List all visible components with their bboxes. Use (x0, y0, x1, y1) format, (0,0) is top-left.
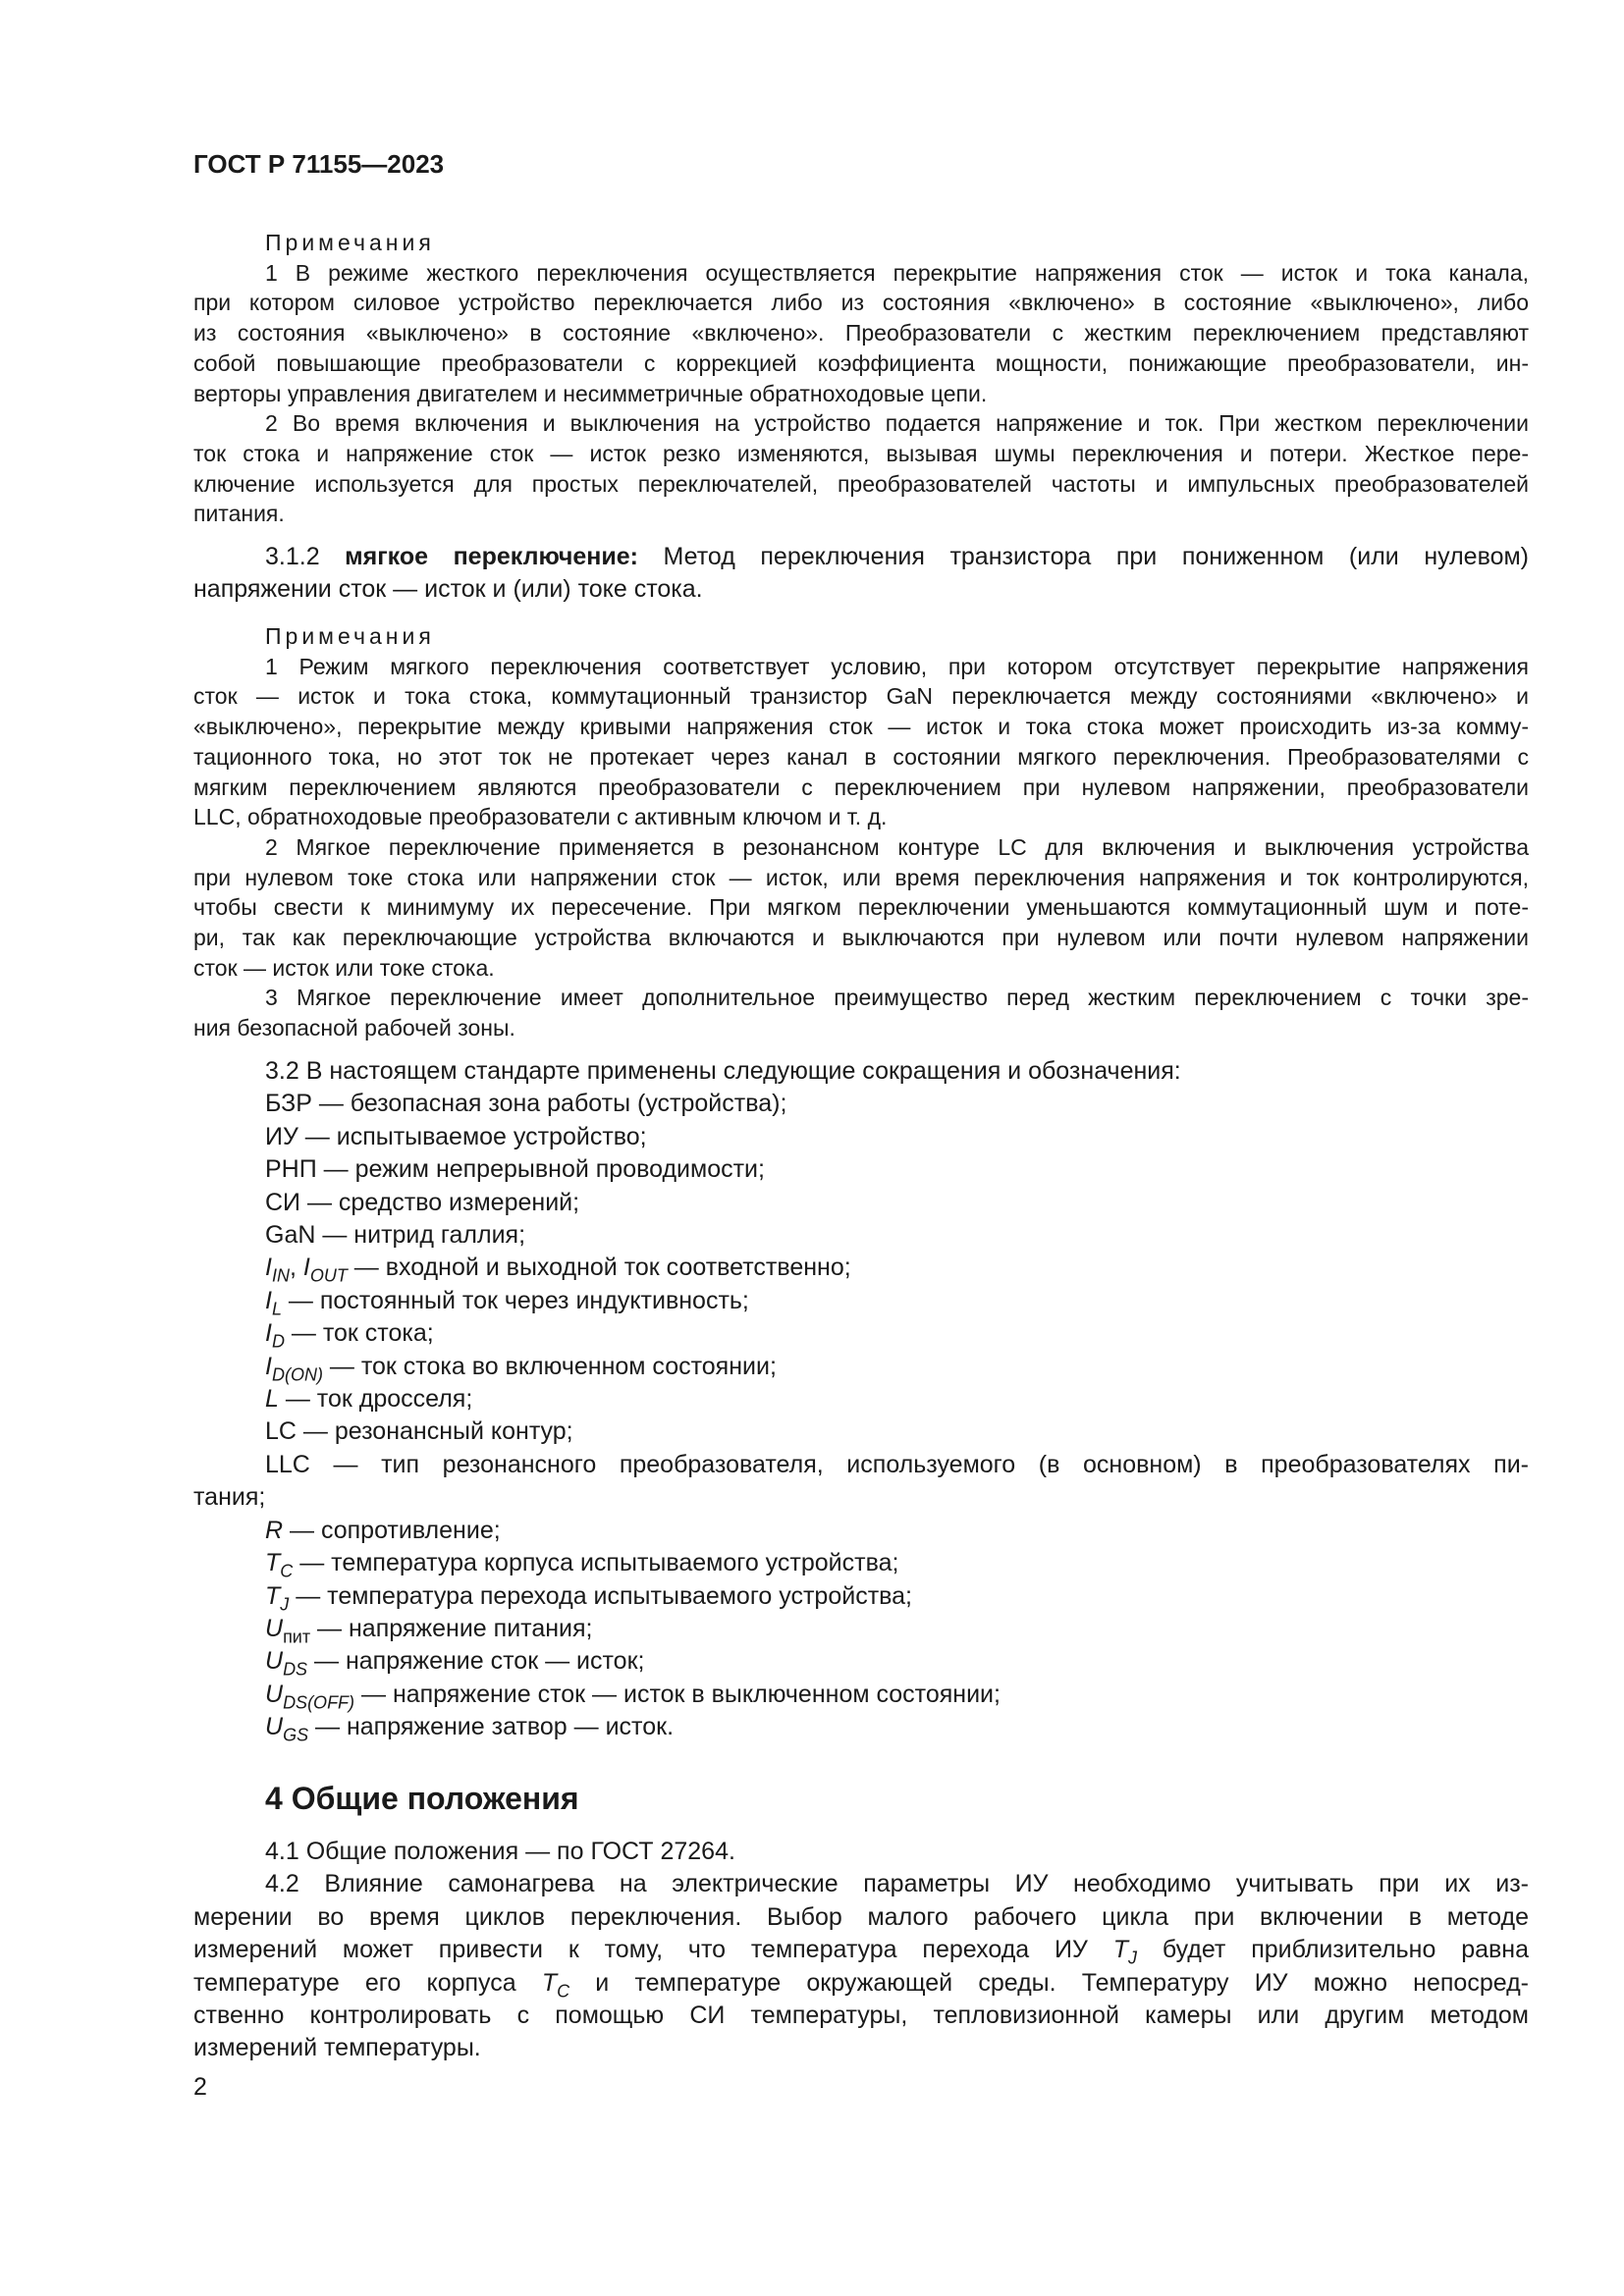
text-line (193, 742, 1529, 773)
text-run: «выключено», перекрытие между кривыми напряжения сток — исток и тока стока может происходить из-за комму- (193, 714, 1529, 740)
paragraph (193, 652, 1529, 832)
text-run: температуре его корпуса (193, 1968, 542, 1997)
symbol-subscript: DS (283, 1659, 308, 1680)
symbol-letter: T (1112, 1936, 1128, 1964)
document-header: ГОСТ Р 71155—2023 (193, 149, 445, 179)
symbol (265, 1385, 279, 1413)
text-run: — ток стока во включенном состоянии; (322, 1352, 777, 1380)
symbol-letter: L (265, 1385, 279, 1414)
text-run: — напряжение сток — исток; (307, 1647, 645, 1676)
symbol-letter: U (265, 1713, 284, 1741)
text-run: LLC — тип резонансного преобразователя, используемого (в основном) в преобразователях пи- (265, 1450, 1529, 1478)
text-line (193, 652, 1529, 682)
notes-soft-switching (193, 621, 1529, 1043)
paragraph (193, 1285, 1529, 1317)
symbol-letter: T (265, 1581, 281, 1610)
text-line (193, 923, 1529, 953)
symbol-subscript: L (271, 1299, 282, 1319)
text-line (193, 1934, 1529, 1966)
symbol-subscript: D (271, 1331, 285, 1352)
page-number: 2 (193, 2073, 207, 2101)
text-line (193, 2032, 1529, 2064)
symbol-subscript: C (280, 1561, 294, 1581)
paragraph (193, 1613, 1529, 1645)
symbol (541, 1968, 570, 2001)
text-run: напряжении сток — исток и (или) токе стока. (193, 575, 703, 604)
symbol-letter: I (265, 1352, 272, 1380)
text-run: и температуре окружающей среды. Температуру ИУ можно непосред- (569, 1968, 1529, 1997)
text-line (193, 469, 1529, 500)
text-line (193, 1967, 1529, 2000)
text-run: измерений температуры. (193, 2034, 481, 2062)
symbol-letter: I (265, 1254, 272, 1282)
text-line (193, 1317, 1529, 1350)
text-line (193, 773, 1529, 803)
notes-hard-switching (193, 228, 1529, 529)
text-run: чтобы свести к минимуму их пересечение. При мягком переключении уменьшаются коммутационный шум и поте- (193, 894, 1529, 921)
text-run: ри, так как переключающие устройства включаются и выключаются при нулевом или почти нулевом напряжении (193, 925, 1529, 951)
symbol (1112, 1936, 1137, 1968)
section-4-body (193, 1836, 1529, 2065)
text-line (193, 892, 1529, 923)
text-line (193, 573, 1529, 606)
text-line (193, 1711, 1529, 1743)
text-run: сток — исток и тока стока, коммутационный транзистор GaN переключается между состояниями «включено» и (193, 683, 1529, 710)
symbol-letter: U (265, 1680, 284, 1708)
paragraph (193, 541, 1529, 607)
text-line (193, 1868, 1529, 1900)
text-run: РНП — режим непрерывной проводимости; (265, 1155, 765, 1184)
text-line (193, 1088, 1529, 1120)
text-run: — температура перехода испытываемого устройства; (289, 1581, 912, 1610)
paragraph (193, 1121, 1529, 1153)
paragraph (193, 258, 1529, 409)
text-run: — входной и выходной ток соответственно; (347, 1254, 851, 1282)
symbol (265, 1352, 323, 1384)
text-line (193, 863, 1529, 893)
symbol-subscript: IN (271, 1265, 290, 1286)
symbol (265, 1581, 290, 1614)
symbol-subscript: D(ON) (271, 1363, 323, 1384)
text-run: ственно контролировать с помощью СИ температуры, тепловизионной камеры или другим методом (193, 2002, 1529, 2030)
text-line (193, 1449, 1529, 1481)
symbol (265, 1254, 290, 1286)
text-line (193, 288, 1529, 318)
text-line (193, 1645, 1529, 1678)
text-run: при котором силовое устройство переключается либо из состояния «включено» в состояние «выключено», либо (193, 290, 1529, 316)
paragraph (193, 1088, 1529, 1120)
text-line (193, 1580, 1529, 1613)
text-line (193, 1187, 1529, 1219)
symbol (302, 1254, 348, 1286)
text-line (193, 1613, 1529, 1645)
text-run: 1 Режим мягкого переключения соответствует условию, при котором отсутствует перекрытие напряжения (265, 653, 1529, 679)
text-line (193, 541, 1529, 573)
text-line (193, 379, 1529, 409)
paragraph (193, 1351, 1529, 1383)
text-run: БЗР — безопасная зона работы (устройства); (265, 1090, 787, 1118)
notes-label: Примечания (265, 623, 435, 649)
symbol (265, 1614, 311, 1647)
text-run: из состояния «выключено» в состояние «включено». Преобразователи с жестким переключением представляют (193, 320, 1529, 347)
text-line (193, 439, 1529, 469)
text-line (193, 1383, 1529, 1415)
symbol-subscript: пит (283, 1627, 311, 1647)
text-run: мерении во время циклов переключения. Выбор малого рабочего цикла при включении в методе (193, 1902, 1529, 1931)
text-run: 2 Мягкое переключение применяется в резонансном контуре LC для включения и выключения устройства (265, 833, 1529, 860)
text-run: LLC, обратноходовые преобразователи с активным ключом и т. д. (193, 804, 888, 830)
text-line (193, 1415, 1529, 1448)
text-run: ИУ — испытываемое устройство; (265, 1122, 647, 1150)
text-run: 4.2 Влияние самонагрева на электрические параметры ИУ необходимо учитывать при их из- (265, 1870, 1529, 1898)
paragraph (193, 832, 1529, 984)
text-run: измерений может привести к тому, что температура перехода ИУ (193, 1936, 1113, 1964)
text-line (193, 953, 1529, 984)
symbol-subscript: J (1128, 1948, 1137, 1968)
notes-body (193, 258, 1529, 529)
text-run: , (289, 1254, 303, 1282)
text-line (193, 408, 1529, 439)
text-run: мягким переключением являются преобразователи с переключением при нулевом напряжении, преобразователи (193, 774, 1529, 800)
paragraph (193, 408, 1529, 529)
text-run: тания; (193, 1483, 266, 1512)
symbol (265, 1680, 355, 1713)
text-line (193, 1679, 1529, 1711)
symbol-letter: R (265, 1516, 284, 1544)
text-line (193, 2000, 1529, 2032)
paragraph (193, 1645, 1529, 1678)
text-line (193, 1547, 1529, 1579)
paragraph (193, 1449, 1529, 1515)
text-run: 4.1 Общие положения — по ГОСТ 27264. (265, 1838, 735, 1865)
paragraph (193, 1547, 1529, 1579)
text-run: — напряжение затвор — исток. (308, 1713, 675, 1741)
text-line (193, 712, 1529, 742)
paragraph (193, 1868, 1529, 2064)
symbol-subscript: J (280, 1593, 290, 1614)
text-line (193, 1285, 1529, 1317)
text-run: ключение используется для простых переключателей, преобразователей частоты и импульсных преобразователей (193, 470, 1529, 497)
text-run: LC — резонансный контур; (265, 1417, 573, 1446)
text-run: Метод переключения транзистора при пониженном (или нулевом) (637, 543, 1529, 570)
symbol-letter: I (265, 1286, 272, 1314)
text-run: — постоянный ток через индуктивность; (281, 1286, 749, 1314)
text-run: — напряжение сток — исток в выключенном состоянии; (354, 1680, 1001, 1708)
text-run: при нулевом токе стока или напряжении сток — исток, или время переключения напряжения и ток контролируются, (193, 864, 1529, 890)
text-line (193, 1901, 1529, 1934)
text-line (193, 1121, 1529, 1153)
text-run: — напряжение питания; (310, 1614, 593, 1642)
symbol-letter: U (265, 1614, 284, 1642)
text-run: СИ — средство измерений; (265, 1188, 580, 1216)
text-line (193, 802, 1529, 832)
text-run: GaN — нитрид галлия; (265, 1221, 526, 1250)
symbol (265, 1286, 282, 1319)
text-run: 3.2 В настоящем стандарте применены следующие сокращения и обозначения: (265, 1057, 1181, 1085)
paragraph (193, 1679, 1529, 1711)
section-heading: 4 Общие положения (265, 1781, 579, 1816)
text-line (193, 832, 1529, 863)
text-run: — температура корпуса испытываемого устройства; (293, 1549, 899, 1577)
paragraph (193, 1383, 1529, 1415)
defined-term: мягкое переключение: (345, 543, 638, 570)
text-line (193, 1836, 1529, 1868)
paragraph (193, 983, 1529, 1042)
text-line (193, 1351, 1529, 1383)
text-line (193, 983, 1529, 1013)
text-line (193, 1013, 1529, 1043)
text-run: собой повышающие преобразователи с коррекцией коэффициента мощности, понижающие преобразователи, ин- (193, 349, 1529, 376)
text-line (193, 1252, 1529, 1284)
text-run: 3 Мягкое переключение имеет дополнительное преимущество перед жестким переключением с точки зре- (265, 985, 1529, 1011)
symbol-letter: I (265, 1319, 272, 1348)
symbol (265, 1517, 283, 1544)
text-run: будет приблизительно равна (1137, 1936, 1529, 1964)
text-line (193, 1515, 1529, 1547)
symbol-subscript: DS(OFF) (283, 1692, 355, 1713)
text-line (193, 258, 1529, 289)
text-run: сток — исток или токе стока. (193, 954, 495, 981)
text-run: — сопротивление; (283, 1516, 501, 1544)
paragraph (193, 1317, 1529, 1350)
symbol-letter: U (265, 1647, 284, 1676)
text-line (193, 1055, 1529, 1088)
paragraph (193, 1252, 1529, 1284)
text-run: верторы управления двигателем и несимметричные обратноходовые цепи. (193, 380, 988, 406)
notes-body (193, 652, 1529, 1043)
text-run: ток стока и напряжение сток — исток резко изменяются, вызывая шумы переключения и потери. Жесткое пере- (193, 440, 1529, 466)
symbol (265, 1713, 309, 1745)
symbol (265, 1549, 294, 1581)
symbol-letter: I (302, 1254, 310, 1282)
text-line (193, 1153, 1529, 1186)
paragraph (193, 1415, 1529, 1448)
symbol-letter: T (541, 1968, 558, 1997)
symbol-subscript: C (557, 1980, 570, 2001)
paragraph (193, 1711, 1529, 1743)
paragraph (193, 1836, 1529, 1868)
text-line (193, 681, 1529, 712)
paragraph (193, 1153, 1529, 1186)
symbol-subscript: OUT (309, 1265, 348, 1286)
paragraph (193, 1187, 1529, 1219)
text-line (193, 499, 1529, 529)
text-line (193, 318, 1529, 348)
paragraph (193, 1055, 1529, 1088)
symbol (265, 1647, 308, 1680)
paragraph (193, 1580, 1529, 1613)
text-run: тационного тока, но этот ток не протекает через канал в состоянии мягкого переключения. Преобразователями с (193, 743, 1529, 770)
text-line (193, 348, 1529, 379)
paragraph (193, 1515, 1529, 1547)
text-run: 3.1.2 (265, 543, 346, 570)
symbol-letter: T (265, 1549, 281, 1577)
text-line (193, 1481, 1529, 1514)
text-run: 1 В режиме жесткого переключения осуществляется перекрытие напряжения сток — исток и тока канала, (265, 259, 1529, 286)
text-run: 2 Во время включения и выключения на устройство подается напряжение и ток. При жестком переключении (265, 410, 1529, 437)
term-3-1-2-soft-switching (193, 541, 1529, 607)
text-run: питания. (193, 501, 285, 527)
abbreviations-list (193, 1055, 1529, 1744)
paragraph (193, 1219, 1529, 1252)
text-run: — ток стока; (284, 1319, 434, 1348)
symbol (265, 1319, 285, 1352)
text-run: — ток дросселя; (278, 1385, 473, 1414)
notes-label: Примечания (265, 230, 435, 255)
text-run: ния безопасной рабочей зоны. (193, 1015, 515, 1041)
text-line (193, 1219, 1529, 1252)
symbol-subscript: GS (283, 1725, 309, 1745)
